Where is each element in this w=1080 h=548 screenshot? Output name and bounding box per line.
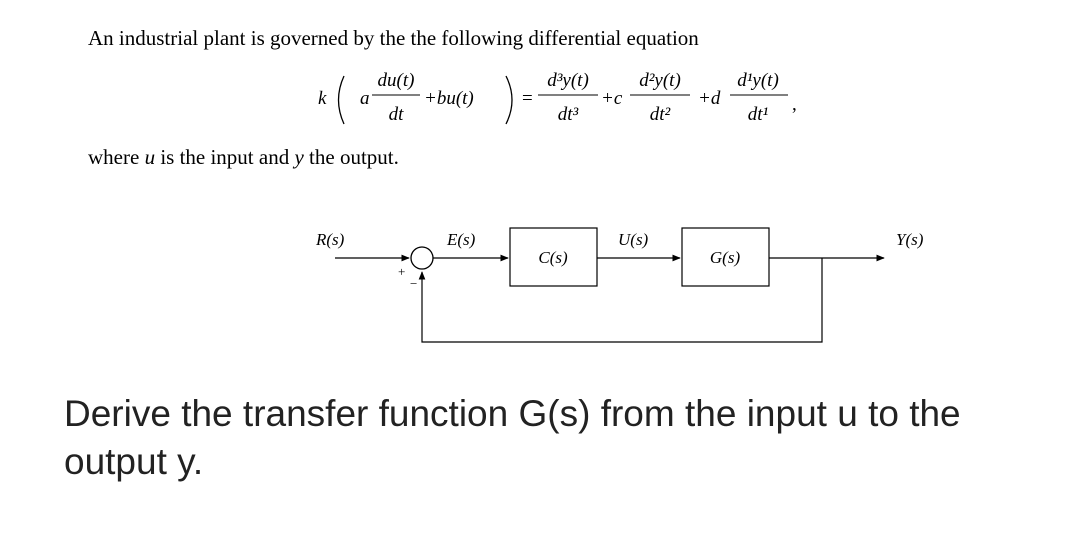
eq-left-paren (339, 76, 345, 124)
eq-plus-d: +d (698, 88, 721, 109)
eq-d3-numerator: d³y(t) (547, 70, 589, 91)
eq-comma: , (792, 94, 797, 115)
eq-d1-numerator: d¹y(t) (737, 70, 779, 91)
eq-plus-bu: +bu(t) (424, 88, 474, 109)
block-diagram (315, 228, 924, 342)
problem-question: Derive the transfer function G(s) from the input u to the output y. (64, 393, 961, 482)
label-output: Y(s) (896, 230, 924, 249)
sum-minus-sign: − (410, 276, 418, 291)
eq-k: k (318, 88, 327, 109)
eq-du-denominator: dt (388, 104, 404, 125)
problem-where-line (88, 145, 399, 170)
eq-plus-c: +c (601, 88, 623, 109)
eq-equals: = (522, 88, 533, 109)
problem-intro: An industrial plant is governed by the the following differential equation (88, 26, 699, 50)
where-u: u (144, 145, 156, 169)
where-middle: is the input and (155, 145, 295, 169)
differential-equation (318, 70, 797, 125)
controller-label: C(s) (538, 248, 568, 267)
eq-a: a (360, 88, 370, 109)
eq-d2-numerator: d²y(t) (639, 70, 681, 91)
label-input: R(s) (316, 230, 345, 249)
eq-d2-denominator: dt² (649, 104, 671, 125)
eq-right-paren (506, 76, 512, 124)
sum-plus-sign: + (398, 264, 406, 279)
label-error: E(s) (447, 230, 476, 249)
label-control-signal: U(s) (618, 230, 649, 249)
where-suffix: the output. (303, 145, 399, 169)
plant-label: G(s) (709, 248, 741, 267)
eq-du-numerator: du(t) (377, 70, 415, 91)
summing-junction (411, 247, 433, 269)
where-prefix: where (88, 145, 145, 169)
eq-d3-denominator: dt³ (557, 104, 579, 125)
where-y: y (294, 145, 304, 169)
eq-d1-denominator: dt¹ (747, 104, 769, 125)
